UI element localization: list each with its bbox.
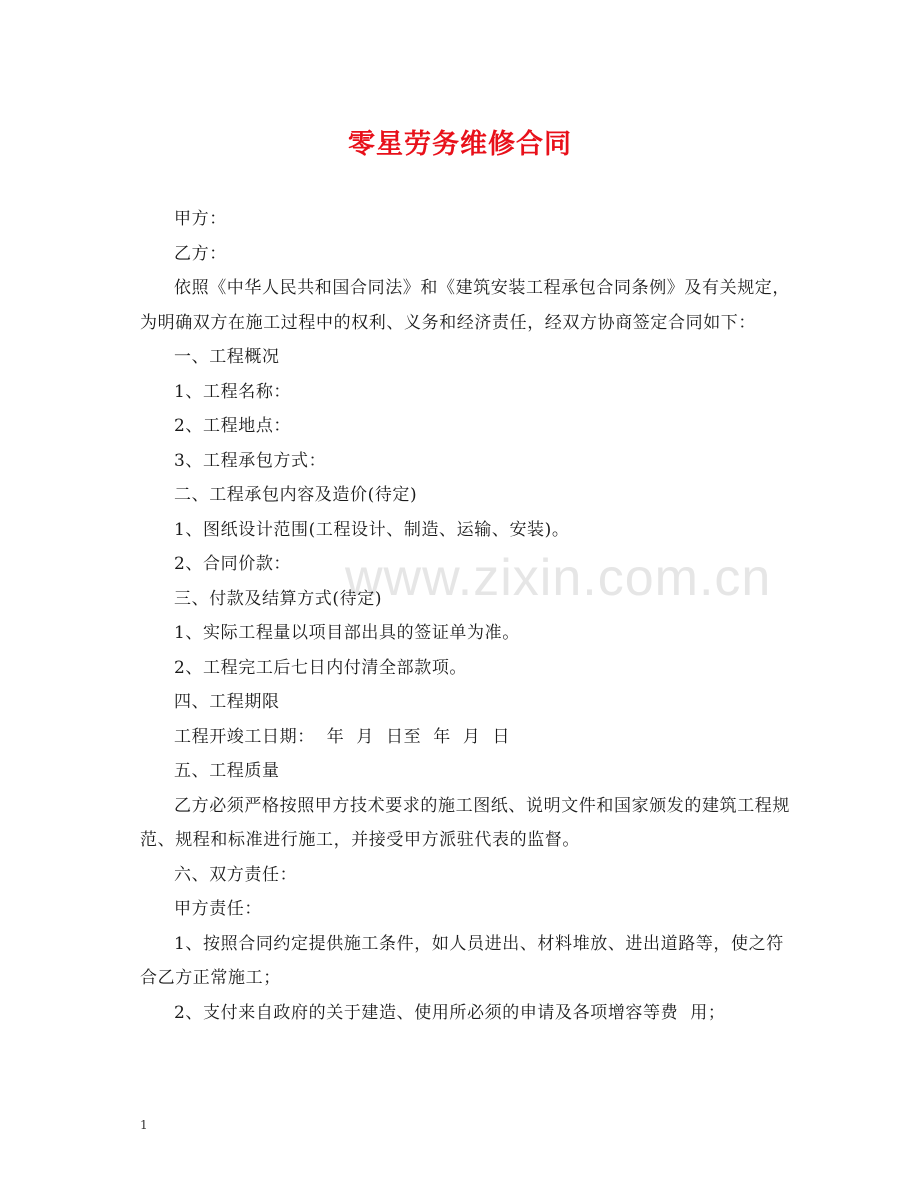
paragraph-item: 工程开竣工日期： 年 月 日至 年 月 日 (174, 726, 511, 747)
paragraph-item: 1、实际工程量以项目部出具的签证单为准。 (174, 623, 520, 643)
paragraph-preamble: 依照《中华人民共和国合同法》和《建筑安装工程承包合同条例》及有关规定，为明确双方在施工过程中的权利、义务和经济责任，经双方协商签定合同如下： (140, 278, 790, 333)
paragraph-item: 2、合同价款： (174, 554, 292, 574)
paragraph-item: 1、按照合同约定提供施工条件，如人员进出、材料堆放、进出道路等，使之符合乙方正常施工； (140, 933, 784, 988)
page-number: 1 (140, 1118, 148, 1132)
paragraph-item: 2、支付来自政府的关于建造、使用所必须的申请及各项增容等费 用； (174, 1002, 726, 1023)
section-heading: 三、付款及结算方式(待定) (174, 588, 383, 609)
paragraph-party-b: 乙方： (174, 243, 227, 264)
section-heading: 六、双方责任： (174, 864, 298, 885)
paragraph-item: 1、图纸设计范围(工程设计、制造、运输、安装)。 (174, 519, 570, 540)
watermark: www.zixin.com.cn (345, 549, 772, 607)
paragraph-item: 2、工程完工后七日内付清全部款项。 (174, 657, 468, 678)
section-heading: 二、工程承包内容及造价(待定) (174, 485, 418, 505)
paragraph-item: 1、工程名称： (174, 381, 292, 402)
paragraph-item: 甲方责任： (174, 899, 262, 919)
paragraph-party-a: 甲方： (174, 209, 227, 229)
paragraph-item: 乙方必须严格按照甲方技术要求的施工图纸、说明文件和国家颁发的建筑工程规范、规程和标准进行施工，并接受甲方派驻代表的监督。 (140, 795, 790, 850)
paragraph-item: 3、工程承包方式： (174, 450, 327, 471)
section-heading: 一、工程概况 (174, 347, 280, 367)
paragraph-item: 2、工程地点： (174, 416, 292, 436)
document-title: 零星劳务维修合同 (348, 129, 572, 160)
document-body (140, 202, 790, 1030)
section-heading: 四、工程期限 (174, 692, 280, 712)
section-heading: 五、工程质量 (174, 761, 280, 781)
